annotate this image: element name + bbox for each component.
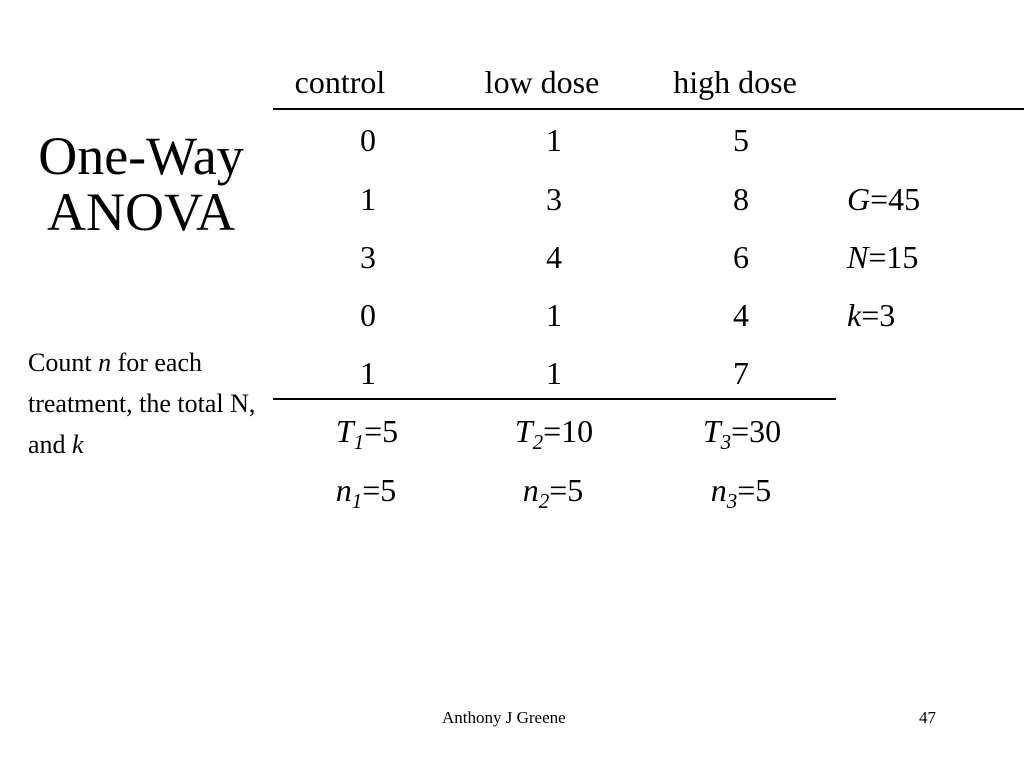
table-cell: 1 [360,181,376,217]
table-cell: 7 [733,355,749,391]
count-value: =5 [549,472,584,508]
grand-total [847,179,920,219]
total-symbol: T [702,413,721,449]
grand-total-symbol: G [847,181,871,217]
count-value: =5 [362,472,397,508]
column-header-control: control [294,64,386,100]
grand-total-value: =45 [870,181,921,217]
table-cell: 4 [546,239,562,275]
table-cell: 1 [360,355,376,391]
treatment-total-1 [335,411,399,454]
page-number: 47 [919,708,936,727]
treatment-total-2 [514,411,594,454]
table-cell: 8 [733,181,749,217]
slide-title [0,128,282,240]
total-value: =5 [364,413,399,449]
group-count [847,295,895,335]
table-cell: 0 [360,122,376,158]
note-text-n: n [98,348,112,377]
count-value: =5 [737,472,772,508]
count-subscript: 3 [726,489,738,513]
treatment-count-2 [522,470,584,513]
table-cell: 5 [733,122,749,158]
treatment-count-3 [710,470,772,513]
total-n [847,237,918,277]
column-header-low-dose: low dose [484,64,600,100]
table-cell: 0 [360,297,376,333]
total-symbol: T [514,413,533,449]
treatment-total-3 [702,411,782,454]
note-text-2: for each treatment, the total N, and [28,348,256,459]
total-value: =10 [543,413,594,449]
treatment-count-1 [335,470,397,513]
total-subscript: 3 [720,430,732,454]
table-cell: 3 [360,239,376,275]
count-symbol: n [522,472,539,508]
column-header-high-dose: high dose [673,64,797,100]
footer-author: Anthony J Greene [442,708,566,727]
note-text-1: Count [28,348,99,377]
total-n-value: =15 [868,239,919,275]
total-subscript: 2 [532,430,544,454]
count-subscript: 2 [538,489,550,513]
group-count-symbol: k [847,297,862,333]
instruction-note [28,342,268,465]
table-cell: 1 [546,355,562,391]
count-symbol: n [710,472,727,508]
table-cell: 3 [546,181,562,217]
group-count-value: =3 [861,297,896,333]
header-divider [273,108,1024,110]
total-n-symbol: N [847,239,869,275]
table-cell: 6 [733,239,749,275]
note-text-k: k [72,430,84,459]
table-cell: 4 [733,297,749,333]
total-value: =30 [731,413,782,449]
table-cell: 1 [546,122,562,158]
totals-divider [273,398,836,400]
table-cell: 1 [546,297,562,333]
count-symbol: n [335,472,352,508]
total-subscript: 1 [353,430,365,454]
count-subscript: 1 [351,489,363,513]
slide-title-line2: ANOVA [46,182,236,242]
slide-title-line1: One-Way [38,126,244,186]
total-symbol: T [335,413,354,449]
